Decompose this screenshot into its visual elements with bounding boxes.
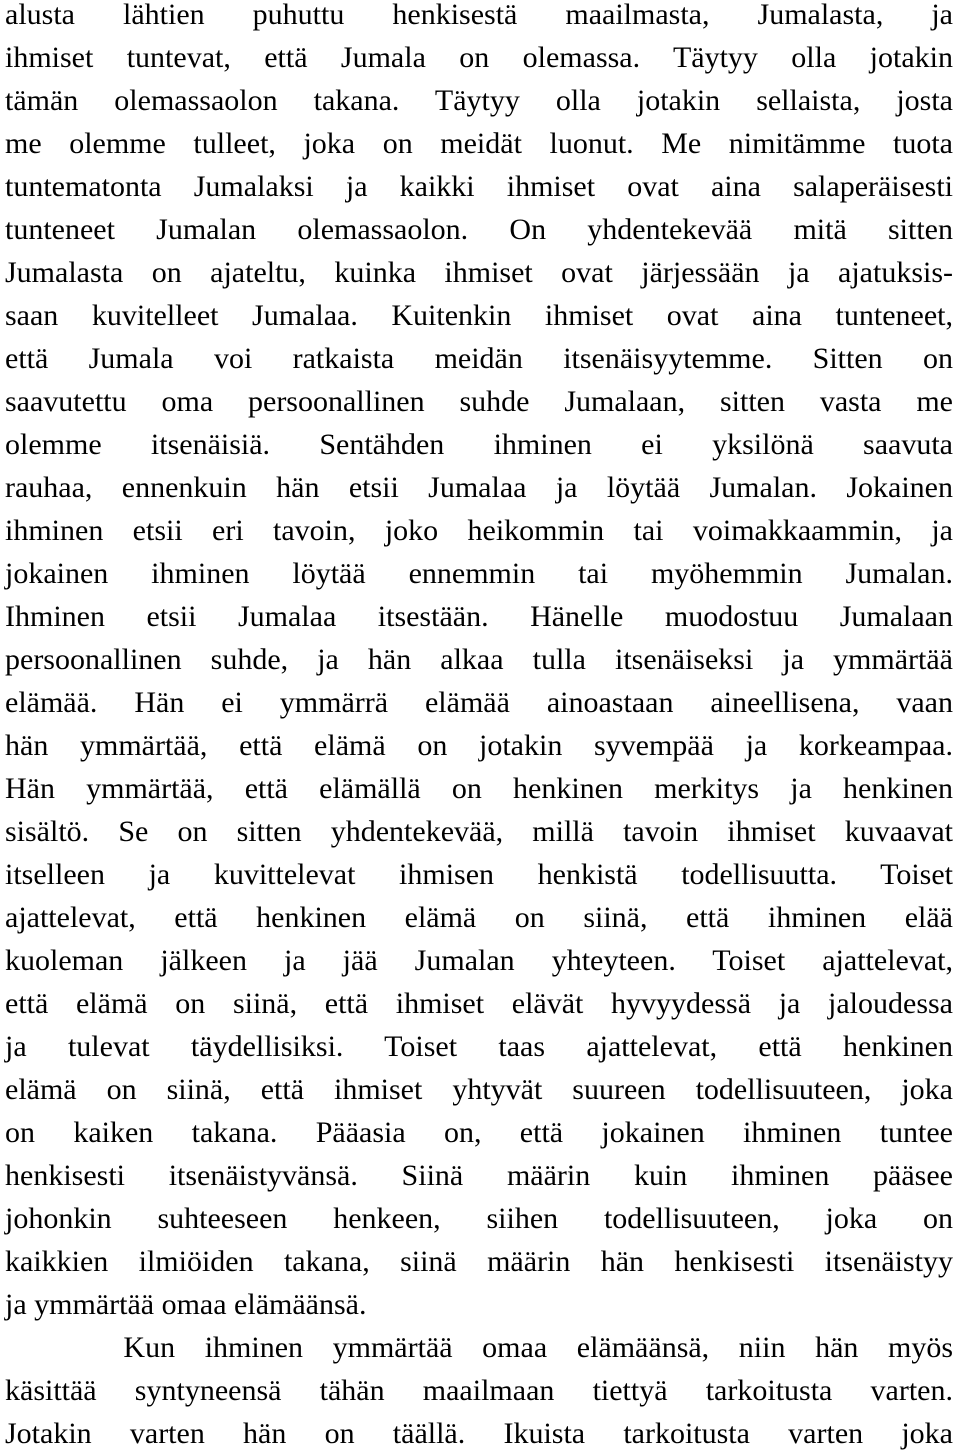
text-line: rauhaa, ennenkuin hän etsii Jumalaa ja löytää Jumalan. Jokainen	[5, 471, 953, 504]
text-line: ja tulevat täydellisiksi. Toiset taas ajattelevat, että henkinen	[5, 1030, 953, 1063]
text-line: jokainen ihminen löytää ennemmin tai myöhemmin Jumalan.	[5, 557, 953, 590]
text-line: saavutettu oma persoonallinen suhde Jumalaan, sitten vasta me	[5, 385, 953, 418]
text-line: kaikkien ilmiöiden takana, siinä määrin hän henkisesti itsenäistyy	[5, 1245, 953, 1278]
text-line: sisältö. Se on sitten yhdentekevää, millä tavoin ihmiset kuvaavat	[5, 815, 953, 848]
text-line: saan kuvitelleet Jumalaa. Kuitenkin ihmiset ovat aina tunteneet,	[5, 299, 953, 332]
text-line: Jumalasta on ajateltu, kuinka ihmiset ovat järjessään ja ajatuksis-	[5, 256, 953, 289]
text-line: Ihminen etsii Jumalaa itsestään. Hänelle muodostuu Jumalaan	[5, 600, 953, 633]
paragraph-last-line: ja ymmärtää omaa elämäänsä.	[5, 1288, 367, 1321]
text-line: että elämä on siinä, että ihmiset elävät hyvyydessä ja jaloudessa	[5, 987, 953, 1020]
text-line: persoonallinen suhde, ja hän alkaa tulla itsenäiseksi ja ymmärtää	[5, 643, 953, 676]
text-line: elämää. Hän ei ymmärrä elämää ainoastaan aineellisena, vaan	[5, 686, 953, 719]
text-line: henkisesti itsenäistyvänsä. Siinä määrin kuin ihminen pääsee	[5, 1159, 953, 1192]
text-line: ajattelevat, että henkinen elämä on siinä, että ihminen elää	[5, 901, 953, 934]
text-line: elämä on siinä, että ihmiset yhtyvät suureen todellisuuteen, joka	[5, 1073, 953, 1106]
text-line: tuntematonta Jumalaksi ja kaikki ihmiset ovat aina salaperäisesti	[5, 170, 953, 203]
text-line: ihminen etsii eri tavoin, joko heikommin tai voimakkaammin, ja	[5, 514, 953, 547]
text-line: me olemme tulleet, joka on meidät luonut. Me nimitämme tuota	[5, 127, 953, 160]
text-line: Hän ymmärtää, että elämällä on henkinen merkitys ja henkinen	[5, 772, 953, 805]
text-line: tämän olemassaolon takana. Täytyy olla jotakin sellaista, josta	[5, 84, 953, 117]
text-line: on kaiken takana. Pääasia on, että jokainen ihminen tuntee	[5, 1116, 953, 1149]
text-line: olemme itsenäisiä. Sentähden ihminen ei yksilönä saavuta	[5, 428, 953, 461]
text-line: että Jumala voi ratkaista meidän itsenäisyytemme. Sitten on	[5, 342, 953, 375]
text-line: Jotakin varten hän on täällä. Ikuista tarkoitusta varten joka	[5, 1417, 953, 1450]
text-line: johonkin suhteeseen henkeen, siihen todellisuuteen, joka on	[5, 1202, 953, 1235]
text-line: tunteneet Jumalan olemassaolon. On yhdentekevää mitä sitten	[5, 213, 953, 246]
paragraph-first-line: Kun ihminen ymmärtää omaa elämäänsä, niin hän myös	[5, 1331, 953, 1364]
text-line: käsittää syntyneensä tähän maailmaan tiettyä tarkoitusta varten.	[5, 1374, 953, 1407]
text-line: itselleen ja kuvittelevat ihmisen henkistä todellisuutta. Toiset	[5, 858, 953, 891]
text-line: alusta lähtien puhuttu henkisestä maailmasta, Jumalasta, ja	[5, 0, 953, 31]
text-line: kuoleman jälkeen ja jää Jumalan yhteyteen. Toiset ajattelevat,	[5, 944, 953, 977]
text-line: ihmiset tuntevat, että Jumala on olemassa. Täytyy olla jotakin	[5, 41, 953, 74]
text-line: hän ymmärtää, että elämä on jotakin syvempää ja korkeampaa.	[5, 729, 953, 762]
